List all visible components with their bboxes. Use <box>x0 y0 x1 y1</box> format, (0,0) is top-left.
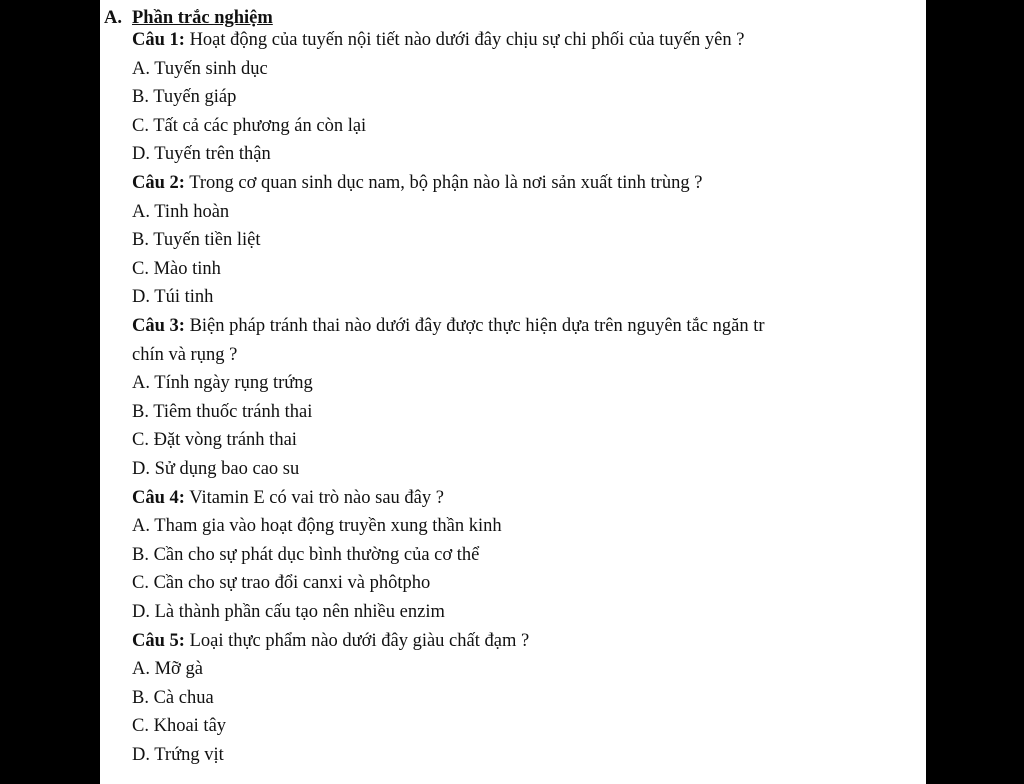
document-page <box>100 0 926 784</box>
question-2-option-d: D. Túi tinh <box>132 287 214 308</box>
section-label: A. <box>104 8 122 28</box>
question-4-label: Câu 4: <box>132 487 185 508</box>
question-1-option-b: B. Tuyến giáp <box>132 87 237 108</box>
question-2-option-b: B. Tuyến tiền liệt <box>132 230 261 251</box>
question-4-text: Vitamin E có vai trò nào sau đây ? <box>189 487 444 508</box>
question-5-option-b: B. Cà chua <box>132 687 214 708</box>
question-1-option-d: D. Tuyến trên thận <box>132 144 271 165</box>
question-5-option-c: C. Khoai tây <box>132 716 227 737</box>
question-1-option-c: C. Tất cả các phương án còn lại <box>132 115 367 136</box>
question-1-label: Câu 1: <box>132 30 185 50</box>
question-2-label: Câu 2: <box>132 173 185 193</box>
question-3-option-c: C. Đặt vòng tránh thai <box>132 430 297 451</box>
question-1-stem <box>132 28 744 52</box>
question-5-option-a: A. Mỡ gà <box>132 659 203 680</box>
question-5-text: Loại thực phẩm nào dưới đây giàu chất đạm ? <box>189 630 530 651</box>
question-list <box>100 0 926 784</box>
question-4-option-b: B. Cần cho sự phát dục bình thường của cơ thể <box>132 544 480 565</box>
question-5-label: Câu 5: <box>132 630 185 651</box>
question-4-option-c: C. Cần cho sự trao đổi canxi và phôtpho <box>132 573 431 594</box>
question-3-option-b: B. Tiêm thuốc tránh thai <box>132 401 313 422</box>
question-4-option-d: D. Là thành phần cấu tạo nên nhiều enzim <box>132 602 445 622</box>
question-4-stem <box>132 486 444 510</box>
question-1-text: Hoạt động của tuyến nội tiết nào dưới đây chịu sự chi phối của tuyến yên ? <box>189 30 745 50</box>
question-3-label: Câu 3: <box>132 316 185 336</box>
question-1-option-a: A. Tuyến sinh dục <box>132 58 268 79</box>
section-heading <box>104 6 273 30</box>
question-3-text: Biện pháp tránh thai nào dưới đây được thực hiện dựa trên nguyên tắc ngăn tr <box>189 316 765 336</box>
section-title: Phần trắc nghiệm <box>132 8 273 28</box>
question-3-option-d: D. Sử dụng bao cao su <box>132 459 300 479</box>
question-3-stem-continued <box>132 343 237 367</box>
question-4-option-a: A. Tham gia vào hoạt động truyền xung thần kinh <box>132 516 502 537</box>
question-3-option-a: A. Tính ngày rụng trứng <box>132 373 313 394</box>
question-5-option-d: D. Trứng vịt <box>132 745 224 765</box>
question-3-text: chín và rụng ? <box>132 344 238 365</box>
question-2-option-c: C. Mào tinh <box>132 258 221 279</box>
question-2-text: Trong cơ quan sinh dục nam, bộ phận nào là nơi sản xuất tinh trùng ? <box>189 173 703 193</box>
question-5-stem <box>132 629 529 653</box>
question-3-stem <box>132 314 765 338</box>
question-2-stem <box>132 171 702 195</box>
question-2-option-a: A. Tinh hoàn <box>132 201 230 222</box>
